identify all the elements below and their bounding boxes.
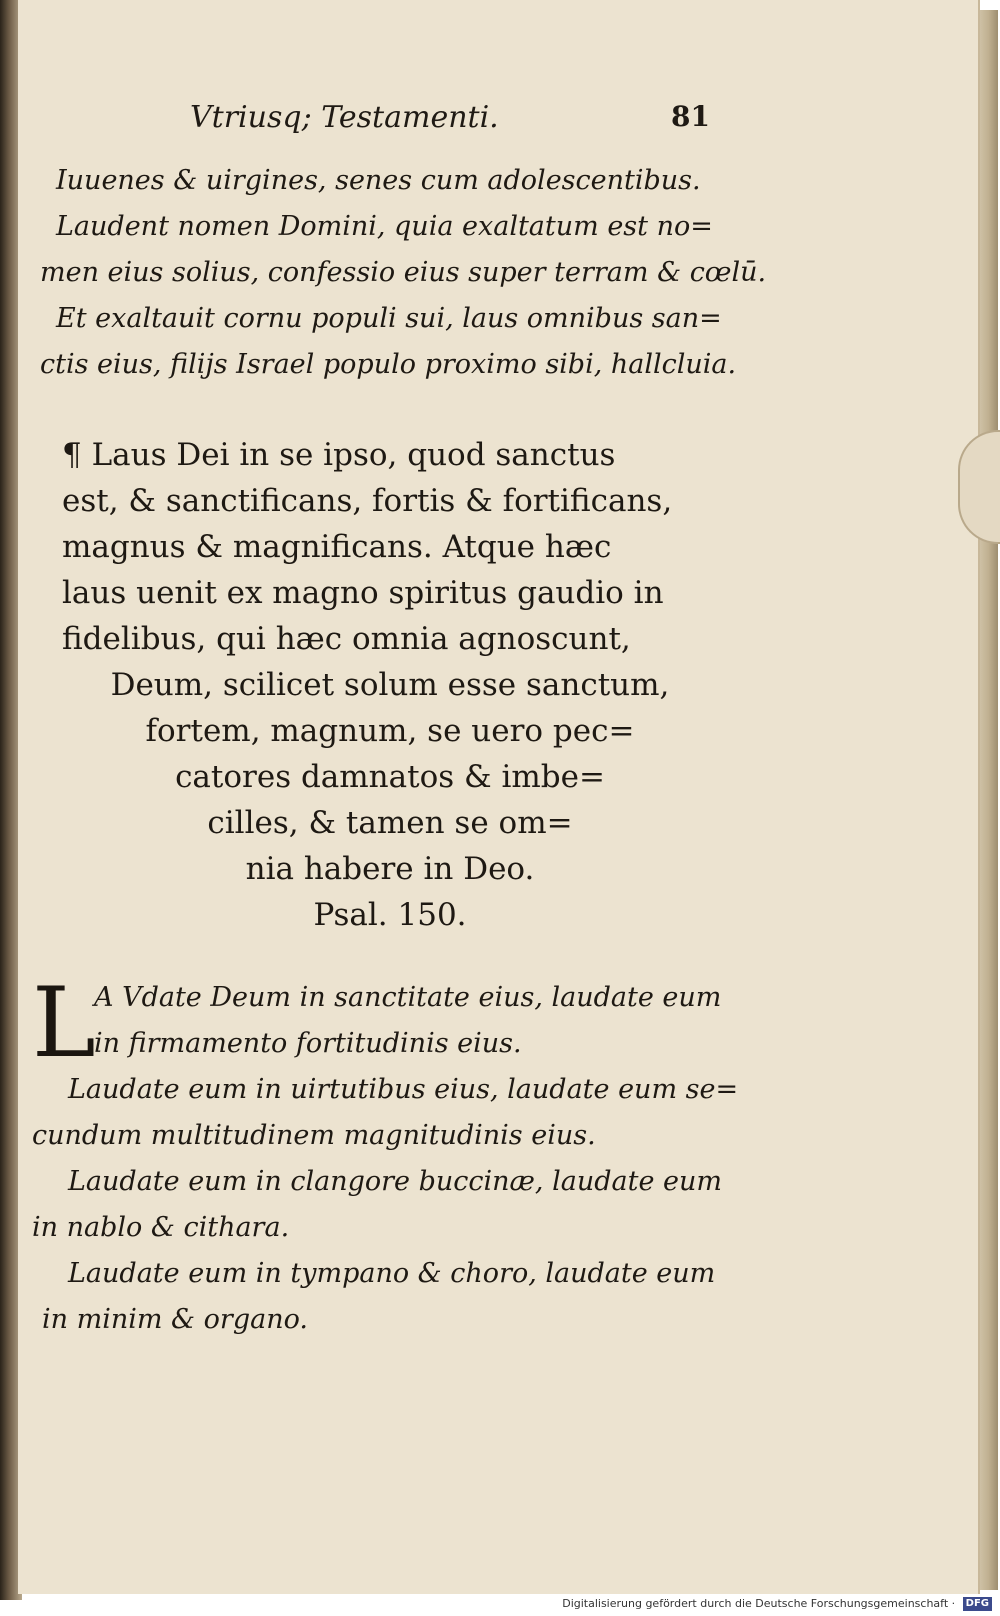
commentary-line: ¶ Laus Dei in se ipso, quod sanctus <box>62 437 616 473</box>
commentary-block <box>40 432 740 938</box>
commentary-line: est, & sanctificans, fortis & fortificans, <box>62 483 673 519</box>
commentary-line: nia habere in Deo. <box>245 851 535 887</box>
drop-cap-initial: L <box>32 967 96 1079</box>
verse-line: Laudate eum in tympano & choro, laudate eum <box>68 1258 716 1289</box>
page-number: 81 <box>671 100 710 133</box>
page-clip-tab <box>958 430 1000 544</box>
running-title: Vtriusq; Testamenti. <box>190 100 499 135</box>
commentary-line: Deum, scilicet solum esse sanctum, <box>110 667 670 703</box>
commentary-line: cilles, & tamen se om= <box>207 805 573 841</box>
verse-line: in minim & organo. <box>42 1304 308 1335</box>
credit-text: Digitalisierung gefördert durch die Deutsche Forschungsgemeinschaft <box>562 1597 949 1610</box>
verse-line: in nablo & cithara. <box>32 1212 290 1243</box>
verse-line: cundum multitudinem magnitudinis eius. <box>32 1120 596 1151</box>
verse-line: A Vdate Deum in sanctitate eius, laudate eum <box>94 982 722 1013</box>
psalm-150-lines <box>32 967 739 1343</box>
commentary-line: magnus & magnificans. Atque hæc <box>62 529 612 565</box>
verse-line: in firmamento fortitudinis eius. <box>94 1028 522 1059</box>
commentary-line: laus uenit ex magno spiritus gaudio in <box>62 575 664 611</box>
commentary-line: catores damnatos & imbe= <box>175 759 605 795</box>
page-header <box>190 100 710 140</box>
psalm-heading: Psal. 150. <box>313 897 467 933</box>
verse-line: Laudate eum in clangore buccinæ, laudate eum <box>68 1166 722 1197</box>
verse-line: Laudent nomen Domini, quia exaltatum est no= <box>56 211 713 242</box>
verse-line: Iuuenes & uirgines, senes cum adolescentibus. <box>56 165 701 196</box>
dfg-logo: DFG <box>963 1597 992 1611</box>
verse-line: men eius solius, confessio eius super terram & cœlū. <box>40 257 767 288</box>
commentary-line: fortem, magnum, se uero pec= <box>145 713 635 749</box>
verse-line: Laudate eum in uirtutibus eius, laudate eum se= <box>68 1074 739 1105</box>
commentary-line: fidelibus, qui hæc omnia agnoscunt, <box>62 621 631 657</box>
verse-line: ctis eius, filijs Israel populo proximo sibi, hallcluia. <box>40 349 737 380</box>
psalm-verses-top <box>40 158 767 388</box>
digitization-credit: Digitalisierung gefördert durch die Deutsche Forschungsgemeinschaft · DFG <box>562 1597 992 1611</box>
verse-line: Et exaltauit cornu populi sui, laus omnibus san= <box>56 303 722 334</box>
